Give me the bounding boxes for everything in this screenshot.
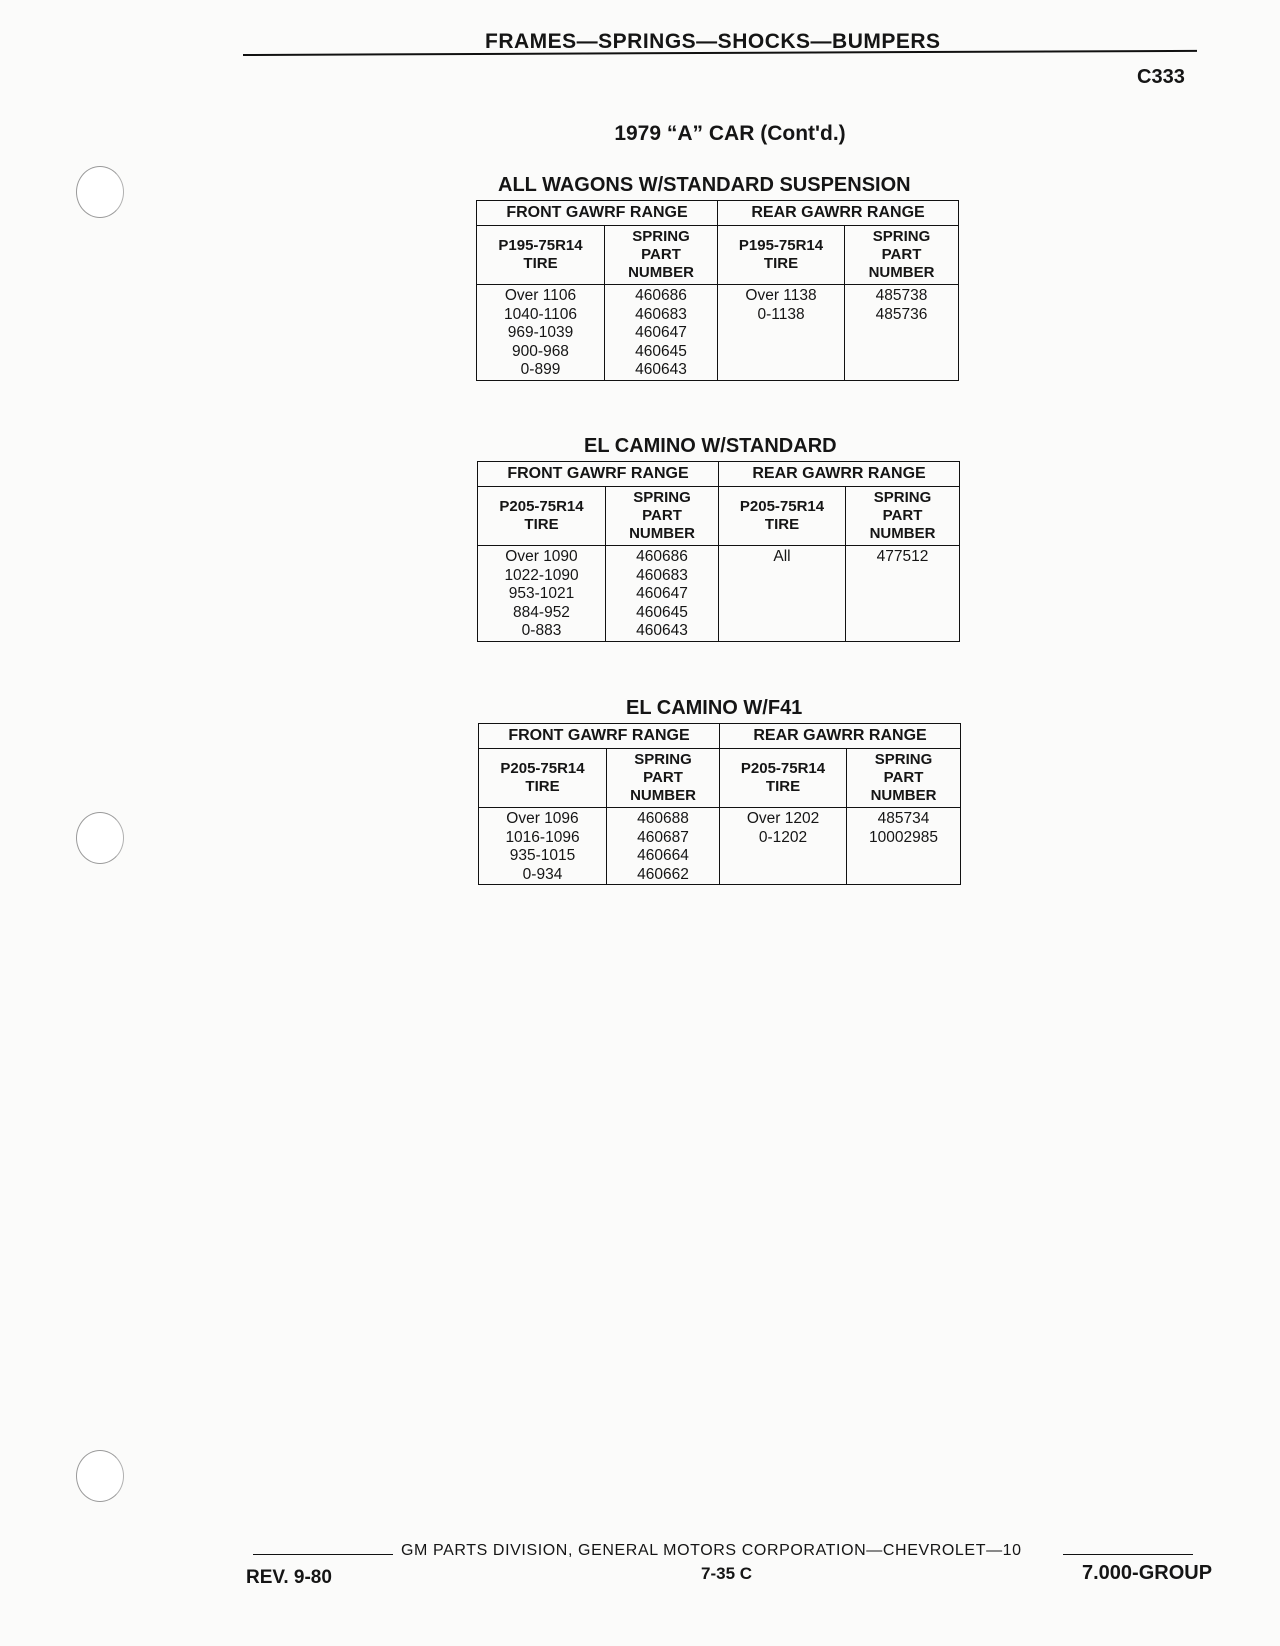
rear-range-list [720, 810, 846, 847]
front-tire-header [479, 749, 607, 808]
tire-label: P205-75R14 TIRE [500, 760, 585, 795]
list-item: 485736 [875, 305, 928, 323]
rear-range-cell [718, 285, 845, 381]
rear-range-cell [720, 808, 847, 885]
list-item: 884-952 [513, 603, 570, 621]
list-item: 460645 [635, 342, 687, 360]
front-part-cell [607, 808, 720, 885]
section-title: 1979 “A” CAR (Cont'd.) [614, 122, 846, 145]
list-item: Over 1106 [504, 287, 577, 304]
front-range-list [477, 287, 604, 380]
front-part-header [605, 226, 718, 285]
list-item: 477512 [876, 548, 929, 565]
rear-tire-header [718, 226, 845, 285]
footer-rule-left [253, 1554, 393, 1555]
footer-revision: REV. 9-80 [246, 1567, 332, 1588]
front-tire-header [477, 226, 605, 285]
rear-gawrr-header: REAR GAWRR RANGE [719, 462, 960, 487]
list-item: 460686 [636, 548, 688, 565]
footer-rule-right [1063, 1554, 1193, 1555]
rear-part-cell [847, 808, 961, 885]
front-gawrf-header: FRONT GAWRF RANGE [478, 462, 719, 487]
front-part-header [607, 749, 720, 808]
rear-part-list [846, 548, 959, 567]
binder-hole-bottom [76, 1450, 124, 1502]
front-part-list [607, 810, 719, 884]
list-item: 953-1021 [508, 585, 575, 602]
front-gawrf-header: FRONT GAWRF RANGE [479, 724, 720, 749]
list-item: 10002985 [869, 828, 938, 846]
list-item: 460647 [636, 585, 688, 602]
spring-table-el-camino-standard [477, 461, 960, 642]
list-item: 0-899 [520, 361, 561, 378]
tire-label: P205-75R14 TIRE [499, 498, 584, 533]
list-item: 0-1202 [758, 828, 808, 846]
list-item: 1016-1096 [505, 828, 580, 846]
list-item: 460643 [635, 361, 687, 378]
part-label: SPRING PART NUMBER [628, 228, 694, 281]
spring-table-el-camino-f41 [478, 723, 961, 885]
part-label: SPRING PART NUMBER [868, 228, 935, 281]
list-item: Over 1138 [745, 287, 817, 304]
front-range-cell [478, 546, 606, 642]
list-item: 460683 [635, 305, 687, 323]
rear-gawrr-header: REAR GAWRR RANGE [720, 724, 961, 749]
footer-group: 7.000-GROUP [1082, 1562, 1213, 1584]
front-part-list [606, 548, 718, 641]
list-item: Over 1096 [506, 810, 579, 827]
list-item: 460647 [635, 324, 687, 341]
list-item: All [773, 548, 791, 565]
tire-label: P195-75R14 TIRE [498, 237, 583, 272]
part-label: SPRING PART NUMBER [629, 489, 695, 542]
list-item: 460687 [637, 828, 689, 846]
list-item: 0-1138 [757, 305, 805, 323]
rear-gawrr-header: REAR GAWRR RANGE [718, 201, 959, 226]
spring-table-wagons [476, 200, 959, 381]
table-title-wagons: ALL WAGONS W/STANDARD SUSPENSION [498, 174, 911, 196]
front-part-cell [606, 546, 719, 642]
page-code: C333 [1137, 66, 1185, 88]
list-item: 460664 [637, 847, 689, 864]
list-item: 485738 [875, 287, 928, 304]
footer-division: GM PARTS DIVISION, GENERAL MOTORS CORPORATION—CHEVROLET—10 [401, 1542, 1022, 1559]
rear-part-cell [845, 285, 959, 381]
list-item: 460686 [635, 287, 687, 304]
part-label: SPRING PART NUMBER [869, 489, 936, 542]
list-item: 969-1039 [507, 324, 574, 341]
part-label: SPRING PART NUMBER [870, 751, 937, 804]
rear-range-cell [719, 546, 846, 642]
rear-part-list [847, 810, 960, 847]
list-item: 1022-1090 [504, 566, 579, 584]
list-item: 460683 [636, 566, 688, 584]
table-title-el-camino-f41: EL CAMINO W/F41 [626, 697, 803, 719]
list-item: 1040-1106 [504, 305, 577, 323]
list-item: 0-934 [522, 865, 563, 883]
rear-range-list [719, 548, 845, 567]
footer-page-number: 7-35 C [701, 1564, 753, 1583]
list-item: Over 1202 [746, 810, 820, 827]
list-item: 460645 [636, 603, 688, 621]
rear-part-header [846, 487, 960, 546]
front-range-list [479, 810, 606, 884]
binder-hole-middle [76, 812, 124, 864]
rear-part-cell [846, 546, 960, 642]
list-item: 485734 [877, 810, 930, 827]
front-part-cell [605, 285, 718, 381]
tire-label: P205-75R14 TIRE [739, 498, 825, 533]
list-item: 900-968 [512, 342, 569, 360]
rear-tire-header [719, 487, 846, 546]
list-item: 0-883 [521, 622, 562, 639]
binder-hole-top [76, 166, 124, 218]
tire-label: P195-75R14 TIRE [738, 237, 824, 272]
rear-part-header [845, 226, 959, 285]
front-tire-header [478, 487, 606, 546]
front-part-header [606, 487, 719, 546]
front-range-cell [477, 285, 605, 381]
front-part-list [605, 287, 717, 380]
rear-range-list [718, 287, 844, 324]
front-range-list [478, 548, 605, 641]
rear-part-list [845, 287, 958, 324]
table-title-el-camino-standard: EL CAMINO W/STANDARD [584, 435, 837, 457]
list-item: 935-1015 [509, 847, 576, 864]
front-gawrf-header: FRONT GAWRF RANGE [477, 201, 718, 226]
rear-tire-header [720, 749, 847, 808]
tire-label: P205-75R14 TIRE [740, 760, 826, 795]
front-range-cell [479, 808, 607, 885]
list-item: Over 1090 [505, 548, 578, 565]
rear-part-header [847, 749, 961, 808]
list-item: 460662 [637, 865, 689, 883]
list-item: 460688 [637, 810, 689, 827]
page-header-title: FRAMES—SPRINGS—SHOCKS—BUMPERS [485, 30, 941, 53]
list-item: 460643 [636, 622, 688, 639]
part-label: SPRING PART NUMBER [630, 751, 696, 804]
